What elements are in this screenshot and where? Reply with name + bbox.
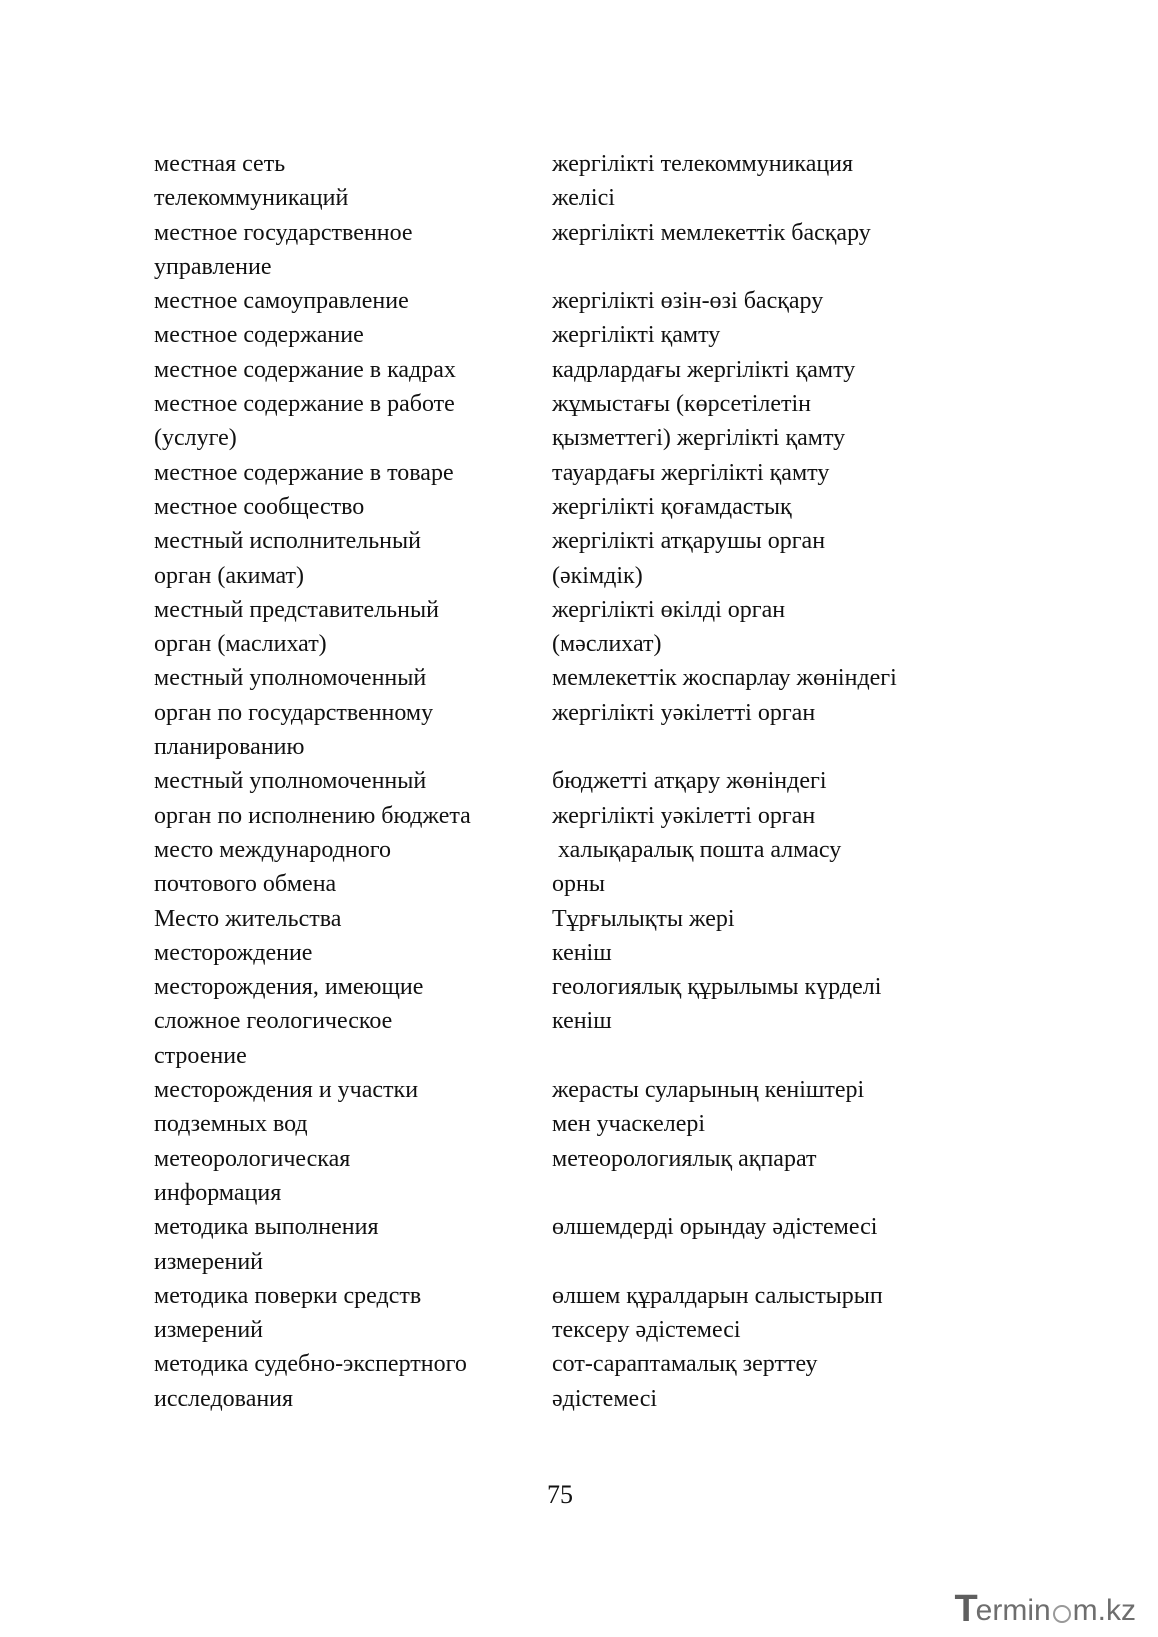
kazakh-term-line: Тұрғылықты жері (552, 905, 735, 932)
russian-term (154, 216, 552, 285)
russian-term-line: местное государственное (154, 219, 413, 246)
kazakh-term-line: тауардағы жергілікті қамту (552, 459, 830, 486)
glossary-entry (154, 147, 1004, 216)
kazakh-term-line: кеніш (552, 1008, 612, 1035)
glossary-entry (154, 902, 1004, 936)
kazakh-term (552, 1347, 1004, 1416)
kazakh-term (552, 490, 1004, 524)
glossary-entry (154, 936, 1004, 970)
kazakh-term-line: жергілікті телекоммуникация (552, 151, 854, 177)
russian-term-line: месторождения и участки (154, 1077, 419, 1104)
glossary-entry (154, 661, 1004, 764)
russian-term-line: подземных вод (154, 1111, 308, 1138)
russian-term-line: (услуге) (154, 425, 237, 452)
kazakh-term-line: орны (552, 871, 605, 898)
russian-term-line: орган по исполнению бюджета (154, 802, 471, 829)
kazakh-term-line: жергілікті өкілді орган (552, 596, 786, 623)
kazakh-term-line: жұмыстағы (көрсетілетін (552, 391, 811, 418)
glossary-entry (154, 1279, 1004, 1348)
glossary-entry (154, 1073, 1004, 1142)
glossary-entry (154, 1347, 1004, 1416)
kazakh-term-line: жергілікті уәкілетті орган (552, 802, 816, 829)
kazakh-term-line: бюджетті атқару жөніндегі (552, 768, 827, 795)
russian-term-line: строение (154, 1042, 247, 1069)
russian-term (154, 833, 552, 902)
watermark-ring-icon (1053, 1605, 1071, 1623)
kazakh-term (552, 1279, 1004, 1348)
kazakh-term-line: тексеру әдістемесі (552, 1317, 741, 1344)
russian-term-line: метеорологическая (154, 1145, 351, 1172)
kazakh-term-line: жерасты суларының кеніштері (552, 1077, 865, 1104)
russian-term-line: местный исполнительный (154, 528, 421, 555)
glossary-entry (154, 490, 1004, 524)
kazakh-term (552, 456, 1004, 490)
kazakh-term (552, 387, 1004, 456)
termincom-watermark-logo (954, 1590, 1136, 1628)
russian-term (154, 1347, 552, 1416)
kazakh-term (552, 147, 1004, 216)
glossary-entry (154, 970, 1004, 1073)
russian-term (154, 387, 552, 456)
russian-term (154, 1279, 552, 1348)
russian-term (154, 902, 552, 936)
glossary-entry (154, 1142, 1004, 1211)
kazakh-term-line: жергілікті өзін-өзі басқару (552, 288, 824, 315)
kazakh-term-line: әдістемесі (552, 1385, 658, 1412)
kazakh-term (552, 1142, 1004, 1176)
kazakh-term-line: кадрлардағы жергілікті қамту (552, 356, 856, 383)
kazakh-term-line: өлшем құралдарын салыстырып (552, 1282, 883, 1309)
russian-term-line: орган (маслихат) (154, 631, 327, 658)
kazakh-term-line: мемлекеттік жоспарлау жөніндегі (552, 665, 897, 692)
watermark-text-end: m.kz (1072, 1594, 1136, 1627)
kazakh-term (552, 970, 1004, 1039)
glossary-entry (154, 456, 1004, 490)
russian-term (154, 1142, 552, 1211)
russian-term (154, 764, 552, 833)
russian-term (154, 661, 552, 764)
kazakh-term (552, 764, 1004, 833)
watermark-t-letter: T (954, 1588, 978, 1630)
russian-term-line: местное содержание в кадрах (154, 356, 456, 383)
russian-term-line: исследования (154, 1385, 294, 1412)
russian-term-line: орган (акимат) (154, 562, 305, 589)
russian-term (154, 147, 552, 216)
russian-term-line: месторождения, имеющие (154, 974, 424, 1001)
russian-term-line: месторождение (154, 939, 313, 966)
kazakh-term-line: халықаралық пошта алмасу (552, 836, 842, 863)
russian-term (154, 936, 552, 970)
glossary-entry (154, 593, 1004, 662)
russian-term-line: сложное геологическое (154, 1008, 393, 1035)
glossary-entry (154, 284, 1004, 318)
kazakh-term-line: жергілікті мемлекеттік басқару (552, 219, 871, 246)
russian-term (154, 1073, 552, 1142)
kazakh-term (552, 833, 1004, 902)
kazakh-term-line: кеніш (552, 939, 612, 966)
kazakh-term-line: өлшемдерді орындау әдістемесі (552, 1214, 878, 1241)
kazakh-term-line: (әкімдік) (552, 562, 643, 589)
russian-term-line: телекоммуникаций (154, 185, 349, 212)
glossary-entry (154, 1210, 1004, 1279)
russian-term-line: местный уполномоченный (154, 768, 427, 795)
glossary-entry (154, 833, 1004, 902)
russian-term (154, 353, 552, 387)
glossary-table (154, 147, 1004, 1416)
kazakh-term-line: мен учаскелері (552, 1111, 706, 1138)
glossary-entry (154, 216, 1004, 285)
russian-term (154, 456, 552, 490)
watermark-text-start: ermin (975, 1594, 1051, 1627)
kazakh-term (552, 216, 1004, 250)
kazakh-term (552, 1210, 1004, 1244)
kazakh-term (552, 284, 1004, 318)
kazakh-term (552, 661, 1004, 730)
russian-term-line: место международного (154, 836, 391, 863)
page-number: 75 (547, 1480, 573, 1509)
russian-term (154, 524, 552, 593)
russian-term (154, 593, 552, 662)
kazakh-term (552, 318, 1004, 352)
kazakh-term (552, 936, 1004, 970)
glossary-entry (154, 524, 1004, 593)
russian-term-line: орган по государственному (154, 699, 434, 726)
kazakh-term (552, 1073, 1004, 1142)
russian-term-line: планированию (154, 734, 305, 761)
russian-term-line: Место жительства (154, 905, 342, 932)
russian-term (154, 970, 552, 1073)
russian-term-line: местный уполномоченный (154, 665, 427, 692)
kazakh-term-line: жергілікті қамту (552, 322, 721, 349)
kazakh-term-line: метеорологиялық ақпарат (552, 1145, 817, 1172)
russian-term (154, 490, 552, 524)
kazakh-term (552, 902, 1004, 936)
kazakh-term-line: геологиялық құрылымы күрделі (552, 974, 882, 1001)
russian-term-line: местное самоуправление (154, 288, 409, 315)
russian-term (154, 318, 552, 352)
glossary-entry (154, 387, 1004, 456)
russian-term-line: местное сообщество (154, 493, 365, 520)
glossary-entry (154, 318, 1004, 352)
kazakh-term-line: жергілікті атқарушы орган (552, 528, 826, 555)
russian-term-line: местное содержание в товаре (154, 459, 454, 486)
kazakh-term (552, 593, 1004, 662)
russian-term-line: методика судебно-экспертного (154, 1351, 467, 1378)
russian-term-line: информация (154, 1179, 282, 1206)
kazakh-term (552, 353, 1004, 387)
glossary-entry (154, 764, 1004, 833)
russian-term-line: методика поверки средств (154, 1282, 422, 1309)
kazakh-term-line: қызметтегі) жергілікті қамту (552, 425, 846, 452)
kazakh-term (552, 524, 1004, 593)
russian-term-line: методика выполнения (154, 1214, 379, 1241)
kazakh-term-line: жергілікті қоғамдастық (552, 493, 792, 520)
russian-term-line: измерений (154, 1317, 264, 1344)
russian-term-line: измерений (154, 1248, 264, 1275)
kazakh-term-line: жергілікті уәкілетті орган (552, 699, 816, 726)
kazakh-term-line: желісі (552, 185, 615, 212)
russian-term-line: управление (154, 253, 272, 280)
russian-term-line: почтового обмена (154, 871, 337, 898)
kazakh-term-line: сот-сараптамалық зерттеу (552, 1351, 818, 1378)
kazakh-term-line: (мәслихат) (552, 631, 662, 658)
glossary-entry (154, 353, 1004, 387)
russian-term (154, 284, 552, 318)
russian-term-line: местное содержание (154, 322, 364, 349)
russian-term (154, 1210, 552, 1279)
russian-term-line: местное содержание в работе (154, 391, 455, 418)
russian-term-line: местный представительный (154, 596, 439, 623)
russian-term-line: местная сеть (154, 151, 286, 177)
